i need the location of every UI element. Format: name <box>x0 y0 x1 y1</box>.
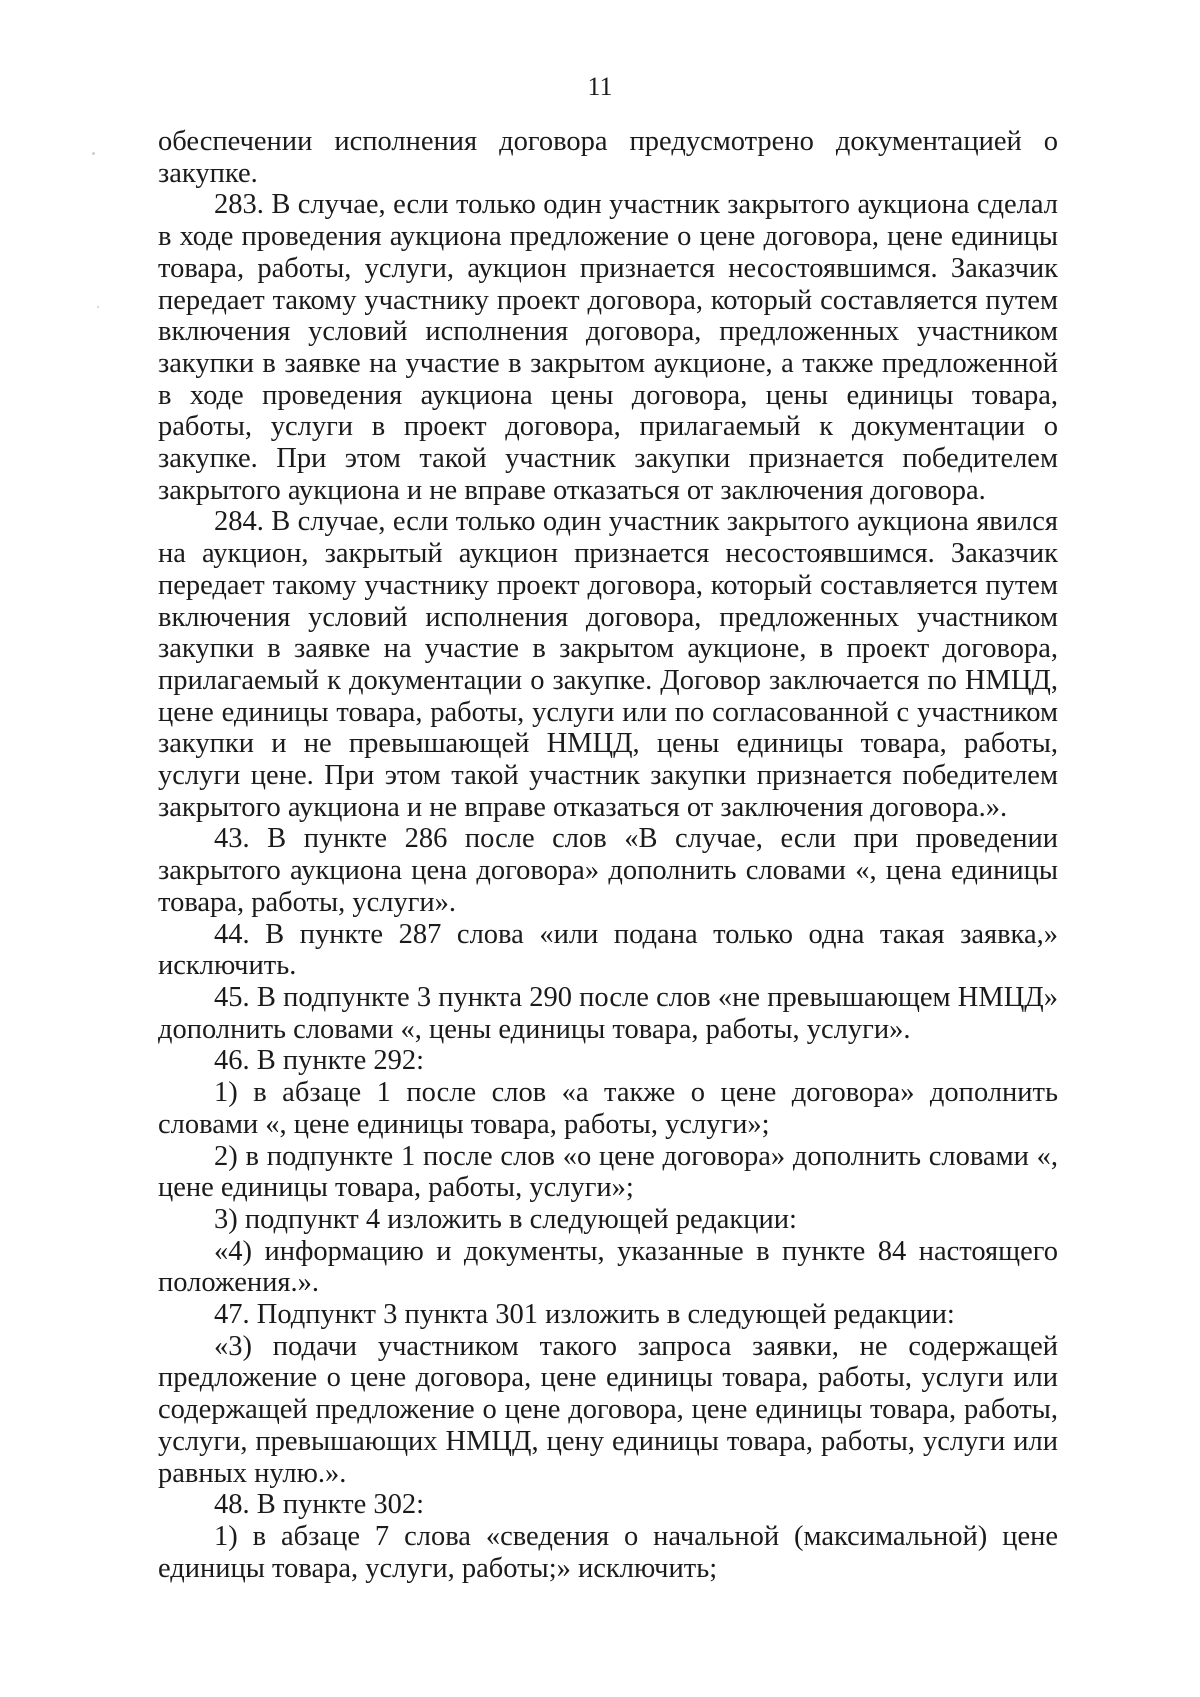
paragraph-continuation: обеспечении исполнения договора предусмотрено документацией о закупке. <box>158 126 1058 189</box>
page-number: 11 <box>587 72 613 101</box>
paragraph-48-item-1: 1) в абзаце 7 слова «сведения о начальной (максимальной) цене единицы товара, услуги, работы;» исключить; <box>158 1520 1058 1584</box>
paragraph-47: 47. Подпункт 3 пункта 301 изложить в следующей редакции: <box>214 1299 955 1331</box>
paragraph-46-item-3: 3) подпункт 4 изложить в следующей редакции: <box>214 1203 797 1235</box>
paragraph-284: 284. В случае, если только один участник закрытого аукциона явился на аукцион, закрытый аукцион признается несостоявшимся. Заказчик передает такому участнику проект договора, который составляется путем включения условий исполнения договора, предложенных участником закупки в заявке на участие в закрытом аукционе, в проект договора, прилагаемый к документации о закупке. Договор заключается по НМЦД, цене единицы товара, работы, услуги или по согласованной с участником закупки и не превышающей НМЦД, цены единицы товара, работы, услуги цене. При этом такой участник закупки признается победителем закрытого аукциона и не вправе отказаться от заключения договора.». <box>158 506 1058 823</box>
paragraph-48: 48. В пункте 302: <box>214 1489 425 1521</box>
paragraph-46-item-1: 1) в абзаце 1 после слов «а также о цене договора» дополнить словами «, цене единицы товара, работы, услуги»; <box>158 1077 1058 1140</box>
paragraph-46-item-2: 2) в подпункте 1 после слов «о цене договора» дополнить словами «, цене единицы товара, работы, услуги»; <box>158 1140 1058 1204</box>
paragraph-283: 283. В случае, если только один участник закрытого аукциона сделал в ходе проведения аукциона предложение о цене договора, цене единицы товара, работы, услуги, аукцион признается несостоявшимся. Заказчик передает такому участнику проект договора, который составляется путем включения условий исполнения договора, предложенных участником закупки в заявке на участие в закрытом аукционе, а также предложенной в ходе проведения аукциона цены договора, цены единицы товара, работы, услуги в проект договора, прилагаемый к документации о закупке. При этом такой участник закупки признается победителем закрытого аукциона и не вправе отказаться от заключения договора. <box>158 189 1058 506</box>
paragraph-47-text: «3) подачи участником такого запроса заявки, не содержащей предложение о цене договора, цене единицы товара, работы, услуги или содержащей предложение о цене договора, цене единицы товара, работы, услуги, превышающих НМЦД, цену единицы товара, работы, услуги или равных нулю.». <box>158 1330 1058 1489</box>
paragraph-45: 45. В подпункте 3 пункта 290 после слов «не превышающем НМЦД» дополнить словами «, цены единицы товара, работы, услуги». <box>158 981 1058 1045</box>
paragraph-43: 43. В пункте 286 после слов «В случае, если при проведении закрытого аукциона цена договора» дополнить словами «, цена единицы товара, работы, услуги». <box>158 823 1058 918</box>
paragraph-46-item-3-text: «4) информацию и документы, указанные в пункте 84 настоящего положения.». <box>158 1235 1058 1299</box>
paragraph-44: 44. В пункте 287 слова «или подана только одна такая заявка,» исключить. <box>158 918 1058 982</box>
scan-artifact <box>92 152 95 155</box>
paragraph-46: 46. В пункте 292: <box>214 1045 425 1077</box>
scan-artifact <box>97 306 99 308</box>
document-body <box>158 126 1058 1584</box>
